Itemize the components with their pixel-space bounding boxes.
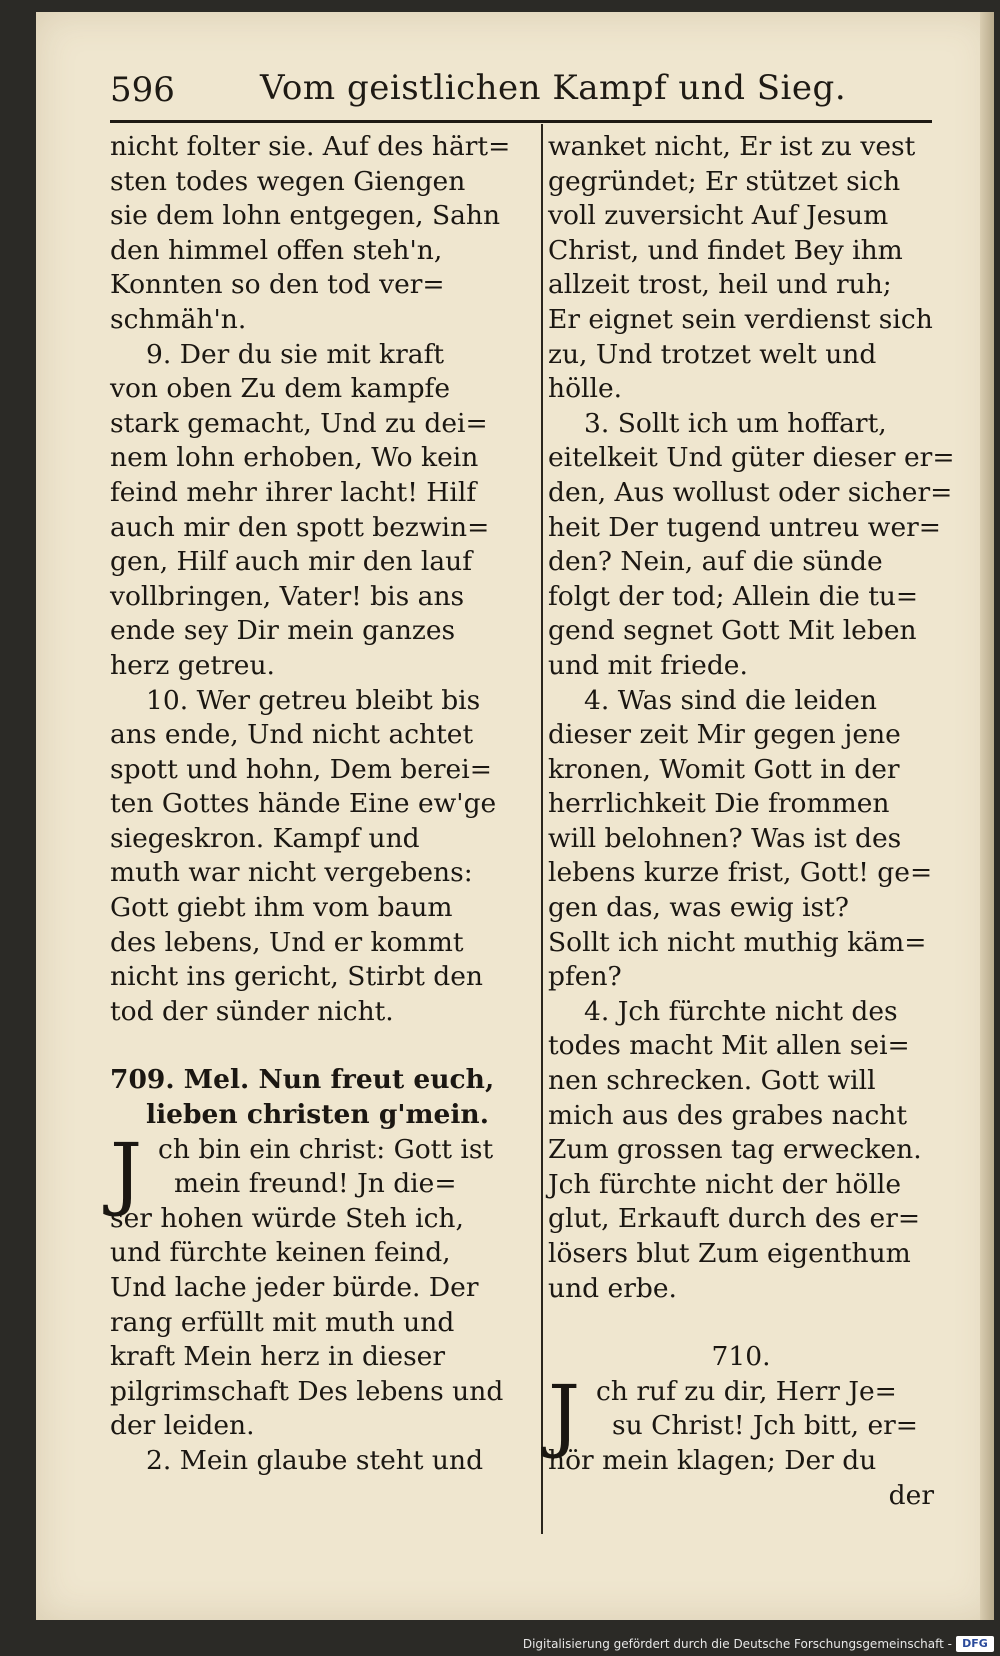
text-line: und fürchte keinen feind, xyxy=(110,1237,451,1269)
text-line: mich aus des grabes nacht xyxy=(548,1099,908,1131)
text-line: dieser zeit Mir gegen jene xyxy=(548,719,901,751)
running-header xyxy=(110,62,930,118)
text-line: stark gemacht, Und zu dei= xyxy=(110,407,488,439)
hymn-709-body xyxy=(110,1125,534,1479)
text-line: von oben Zu dem kampfe xyxy=(110,373,451,405)
text-line: Christ, und findet Bey ihm xyxy=(548,234,903,266)
text-line: und mit friede. xyxy=(548,649,748,681)
text-line: kronen, Womit Gott in der xyxy=(548,753,900,785)
text-line: wanket nicht, Er ist zu vest xyxy=(548,131,916,162)
text-line: gen das, was ewig ist? xyxy=(548,892,850,924)
text-line: herz getreu. xyxy=(110,649,275,681)
page-number: 596 xyxy=(110,70,175,110)
text-line: folgt der tod; Allein die tu= xyxy=(548,580,919,612)
text-line: sten todes wegen Giengen xyxy=(110,165,466,197)
text-line: ser hohen würde Steh ich, xyxy=(110,1202,464,1234)
text-line: ende sey Dir mein ganzes xyxy=(110,615,456,647)
text-line: spott und hohn, Dem berei= xyxy=(110,753,492,785)
hymn-number: 710. xyxy=(711,1341,771,1373)
catchword: der xyxy=(888,1479,934,1511)
text-line: des lebens, Und er kommt xyxy=(110,926,464,958)
dfg-logo: DFG xyxy=(956,1636,994,1652)
verse-start: 2. Mein glaube steht und xyxy=(146,1444,484,1476)
text-line: gend segnet Gott Mit leben xyxy=(548,615,917,647)
text-line: und erbe. xyxy=(548,1272,677,1304)
text-line: siegeskron. Kampf und xyxy=(110,822,420,854)
text-line: Und lache jeder bürde. Der xyxy=(110,1272,479,1303)
header-rule xyxy=(110,120,932,123)
text-line: hör mein klagen; Der du xyxy=(548,1444,877,1476)
text-line: pilgrimschaft Des lebens und xyxy=(110,1375,504,1407)
text-line: den? Nein, auf die sünde xyxy=(548,546,883,578)
text-line: kraft Mein herz in dieser xyxy=(110,1341,446,1373)
drop-cap: J xyxy=(548,1367,581,1461)
hymn-710-body xyxy=(548,1367,934,1513)
verse-start: 3. Sollt ich um hoffart, xyxy=(584,407,887,439)
text-line: Gott giebt ihm vom baum xyxy=(110,892,453,924)
digitization-footer xyxy=(0,1634,1000,1656)
text-line: ch ruf zu dir, Herr Je= xyxy=(596,1375,897,1407)
right-column xyxy=(548,130,955,1513)
text-line: muth war nicht vergebens: xyxy=(110,857,473,889)
text-line: gen, Hilf auch mir den lauf xyxy=(110,546,473,578)
text-line: nicht folter sie. Auf des härt= xyxy=(110,131,511,162)
text-line: Er eignet sein verdienst sich xyxy=(548,303,933,335)
running-title: Vom geistlichen Kampf und Sieg. xyxy=(260,68,847,108)
text-line: hölle. xyxy=(548,373,623,405)
text-line: ch bin ein christ: Gott ist xyxy=(158,1133,494,1165)
text-line: eitelkeit Und güter dieser er= xyxy=(548,442,955,474)
text-line: glut, Erkauft durch des er= xyxy=(548,1203,921,1235)
text-line: Jch fürchte nicht der hölle xyxy=(548,1168,902,1200)
drop-cap: J xyxy=(110,1125,143,1219)
text-line: vollbringen, Vater! bis ans xyxy=(110,580,465,612)
text-line: feind mehr ihrer lacht! Hilf xyxy=(110,476,477,508)
left-column xyxy=(110,130,534,1479)
text-line: mein freund! Jn die= xyxy=(174,1168,457,1200)
text-line: Sollt ich nicht muthig käm= xyxy=(548,926,927,958)
funding-credit: Digitalisierung gefördert durch die Deutsche Forschungsgemeinschaft - xyxy=(522,1637,952,1651)
text-line: nicht ins gericht, Stirbt den xyxy=(110,961,483,993)
verse-start: 4. Jch fürchte nicht des xyxy=(584,995,898,1027)
spacer xyxy=(548,1306,934,1340)
text-line: su Christ! Jch bitt, er= xyxy=(612,1410,918,1442)
text-line: heit Der tugend untreu wer= xyxy=(548,511,941,543)
text-line: ten Gottes hände Eine ew'ge xyxy=(110,788,497,820)
text-line: lebens kurze frist, Gott! ge= xyxy=(548,857,933,889)
text-line: zu, Und trotzet welt und xyxy=(548,338,877,370)
text-line: schmäh'n. xyxy=(110,303,247,335)
spacer xyxy=(110,1029,534,1063)
hymn-melody-heading-cont: lieben christen g'mein. xyxy=(146,1099,489,1131)
hymn-melody-heading: 709. Mel. Nun freut euch, xyxy=(110,1064,495,1096)
text-line: pfen? xyxy=(548,961,622,993)
column-divider xyxy=(541,124,543,1534)
verse-start: 10. Wer getreu bleibt bis xyxy=(146,684,481,716)
text-line: herrlichkeit Die frommen xyxy=(548,788,890,820)
text-line: Konnten so den tod ver= xyxy=(110,269,445,301)
text-line: gegründet; Er stützet sich xyxy=(548,165,901,197)
text-line: voll zuversicht Auf Jesum xyxy=(548,200,889,232)
text-line: nen schrecken. Gott will xyxy=(548,1065,876,1097)
text-line: ans ende, Und nicht achtet xyxy=(110,719,474,751)
text-line: will belohnen? Was ist des xyxy=(548,822,902,854)
text-line: den himmel offen steh'n, xyxy=(110,234,443,266)
text-line: der leiden. xyxy=(110,1410,255,1442)
text-line: den, Aus wollust oder sicher= xyxy=(548,476,953,508)
text-line: allzeit trost, heil und ruh; xyxy=(548,269,892,301)
text-line: tod der sünder nicht. xyxy=(110,995,394,1027)
page-edge xyxy=(980,12,994,1620)
text-line: sie dem lohn entgegen, Sahn xyxy=(110,200,501,232)
verse-start: 9. Der du sie mit kraft xyxy=(146,338,445,370)
verse-start: 4. Was sind die leiden xyxy=(584,684,877,716)
text-line: lösers blut Zum eigenthum xyxy=(548,1238,911,1269)
text-line: todes macht Mit allen sei= xyxy=(548,1030,910,1062)
text-line: nem lohn erhoben, Wo kein xyxy=(110,442,479,474)
text-line: auch mir den spott bezwin= xyxy=(110,511,490,543)
text-line: rang erfüllt mit muth und xyxy=(110,1306,455,1338)
text-line: Zum grossen tag erwecken. xyxy=(548,1134,922,1166)
